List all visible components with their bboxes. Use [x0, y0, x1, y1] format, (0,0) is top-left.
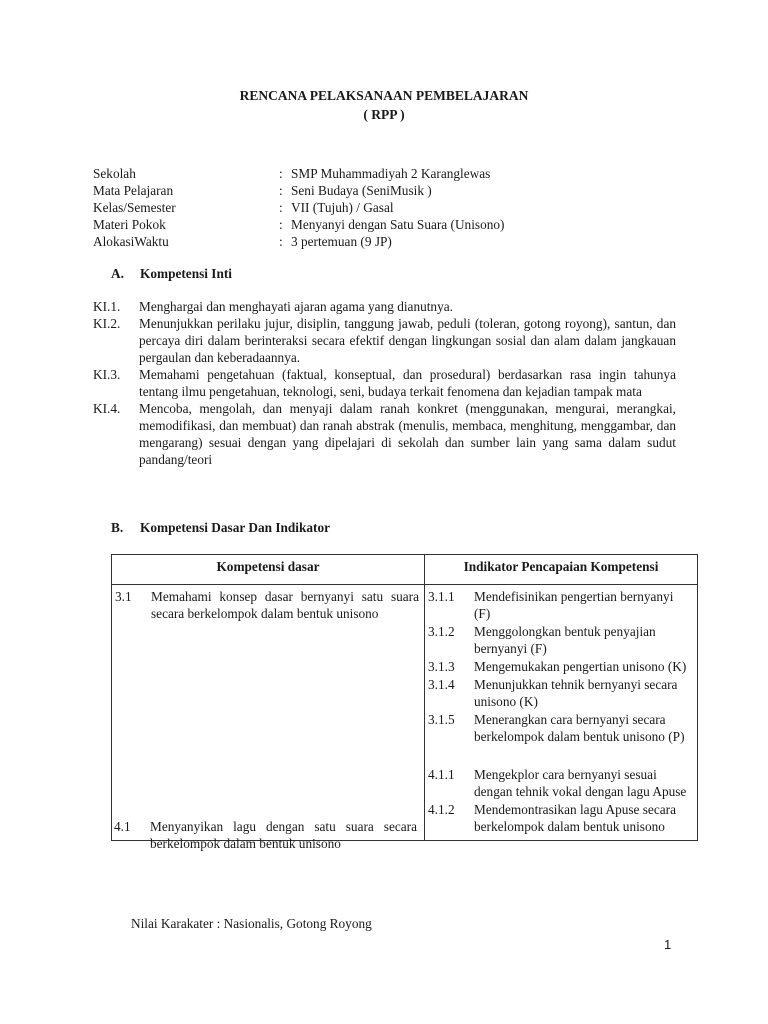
indicator-item — [428, 658, 692, 675]
indicator-text: Mendefisinikan pengertian bernyanyi (F) — [474, 589, 674, 621]
indicator-number: 3.1.1 — [428, 589, 455, 604]
identity-label: Kelas/Semester — [93, 200, 176, 215]
identity-label: Mata Pelajaran — [93, 183, 174, 198]
indicator-text: Menggolongkan bentuk penyajian bernyanyi (F) — [474, 624, 656, 656]
kompetensi-inti-list — [93, 298, 676, 468]
identity-value: Seni Budaya (SeniMusik ) — [291, 183, 432, 198]
indicator-number: 3.1.4 — [428, 677, 455, 692]
identity-value: 3 pertemuan (9 JP) — [291, 234, 392, 249]
spacer — [428, 746, 692, 766]
identity-value: Menyanyi dengan Satu Suara (Unisono) — [291, 217, 505, 232]
indicator-text: Mendemontrasikan lagu Apuse secara berkelompok dalam bentuk unisono — [474, 802, 676, 834]
indicator-text: Mengemukakan pengertian unisono (K) — [474, 659, 687, 674]
indicator-item — [428, 588, 692, 622]
indicator-number: 4.1.2 — [428, 802, 455, 817]
kd-item — [114, 818, 417, 852]
kd-text: Menyanyikan lagu dengan satu suara secara berkelompok dalam bentuk unisono — [150, 819, 417, 851]
list-item-number: KI.4. — [93, 401, 121, 416]
list-item — [93, 366, 676, 400]
table-row — [112, 585, 698, 841]
character-values-note: Nilai Karakater : Nasionalis, Gotong Royong — [131, 916, 372, 931]
identity-value: SMP Muhammadiyah 2 Karanglewas — [291, 166, 491, 181]
section-b-heading — [111, 519, 330, 536]
indicator-item — [428, 766, 692, 800]
kd-text: Memahami konsep dasar bernyanyi satu suara secara berkelompok dalam bentuk unisono — [151, 589, 419, 621]
kd-number: 4.1 — [114, 819, 131, 834]
document-title: RENCANA PELAKSANAAN PEMBELAJARAN — [239, 88, 529, 103]
identity-separator: : — [279, 217, 283, 232]
identity-label: Materi Pokok — [93, 217, 166, 232]
kd-cell — [112, 585, 425, 841]
list-item-text: Mencoba, mengolah, dan menyaji dalam ranah konkret (menggunakan, mengurai, merangkai, memodifikasi, dan membuat) dan ranah abstrak (menulis, membaca, menghitung, menggambar, dan mengarang) sesuai dengan yang dipelajari di sekolah dan sumber lain yang sama dalam sudut pandang/teori — [139, 401, 676, 467]
table-header-indikator: Indikator Pencapaian Kompetensi — [425, 555, 698, 585]
section-letter: A. — [111, 266, 124, 281]
table-header-kompetensi-dasar: Kompetensi dasar — [112, 555, 425, 585]
identity-separator: : — [279, 200, 283, 215]
identity-separator: : — [279, 166, 283, 181]
identity-row-mata-pelajaran — [93, 182, 693, 199]
table-header-row — [112, 555, 698, 585]
section-title: Kompetensi Dasar Dan Indikator — [140, 520, 330, 535]
identity-row-kelas-semester — [93, 199, 693, 216]
kompetensi-table — [111, 554, 698, 841]
identity-row-materi-pokok — [93, 216, 693, 233]
indicator-cell — [425, 585, 698, 841]
list-item-number: KI.3. — [93, 367, 121, 382]
indicator-item — [428, 801, 692, 835]
kd-number: 3.1 — [115, 589, 132, 604]
indicator-number: 3.1.5 — [428, 712, 455, 727]
identity-separator: : — [279, 183, 283, 198]
list-item — [93, 400, 676, 468]
indicator-text: Menerangkan cara bernyanyi secara berkelompok dalam bentuk unisono (P) — [474, 712, 685, 744]
identity-row-alokasi-waktu — [93, 233, 693, 250]
indicator-number: 3.1.3 — [428, 659, 455, 674]
list-item-number: KI.2. — [93, 316, 121, 331]
identity-label: Sekolah — [93, 166, 136, 181]
list-item-text: Menghargai dan menghayati ajaran agama yang dianutnya. — [139, 299, 453, 314]
list-item-text: Menunjukkan perilaku jujur, disiplin, tanggung jawab, peduli (toleran, gotong royong), santun, dan percaya diri dalam berinteraksi secara efektif dengan lingkungan sosial dan alam dalam jangkauan pergaulan dan keberadaannya. — [139, 316, 676, 365]
identity-value: VII (Tujuh) / Gasal — [291, 200, 394, 215]
indicator-item — [428, 711, 692, 745]
identity-block — [93, 165, 693, 250]
document-subtitle: ( RPP ) — [363, 107, 405, 122]
identity-label: AlokasiWaktu — [93, 234, 169, 249]
indicator-item — [428, 676, 692, 710]
list-item-number: KI.1. — [93, 299, 121, 314]
identity-separator: : — [279, 234, 283, 249]
list-item — [93, 298, 676, 315]
list-item-text: Memahami pengetahuan (faktual, konseptual, dan prosedural) berdasarkan rasa ingin tahunya tentang ilmu pengetahuan, teknologi, seni, budaya terkait fenomena dan kejadian tampak mata — [139, 367, 676, 399]
indicator-item — [428, 623, 692, 657]
identity-row-sekolah — [93, 165, 693, 182]
section-a-heading — [111, 265, 232, 282]
indicator-number: 4.1.1 — [428, 767, 455, 782]
indicator-text: Menunjukkan tehnik bernyanyi secara unisono (K) — [474, 677, 678, 709]
indicator-number: 3.1.2 — [428, 624, 455, 639]
section-letter: B. — [111, 520, 124, 535]
list-item — [93, 315, 676, 366]
indicator-text: Mengekplor cara bernyanyi sesuai dengan tehnik vokal dengan lagu Apuse — [474, 767, 687, 799]
kd-item-4-1 — [114, 818, 417, 852]
page-number: 1 — [664, 937, 672, 952]
kd-item — [115, 588, 419, 622]
section-title: Kompetensi Inti — [140, 266, 232, 281]
